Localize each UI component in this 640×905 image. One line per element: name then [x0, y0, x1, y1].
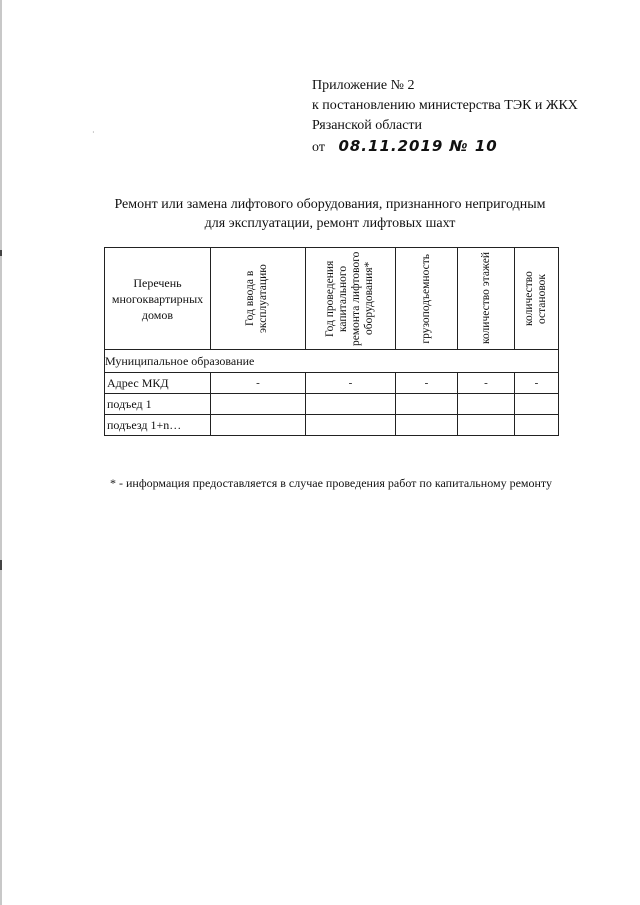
table-cell: - — [396, 373, 458, 394]
annex-date-line — [312, 136, 578, 158]
table-row — [105, 394, 559, 415]
table-cell — [458, 394, 515, 415]
municipality-row — [105, 350, 559, 373]
table-cell — [396, 415, 458, 436]
title-line-2: для эксплуатации, ремонт лифтовых шахт — [204, 216, 456, 231]
header-cell — [306, 248, 396, 350]
scan-mark — [0, 250, 2, 256]
table-cell: - — [306, 373, 396, 394]
scan-dot: · — [92, 128, 95, 137]
annex-region: Рязанской области — [312, 118, 423, 133]
table-cell — [211, 394, 306, 415]
header-floors: количество этажей — [479, 252, 492, 345]
table-cell — [515, 415, 559, 436]
page-left-edge — [0, 0, 2, 905]
header-capacity: грузоподъемность — [420, 253, 432, 344]
header-cell — [211, 248, 306, 350]
table-row — [105, 415, 559, 436]
header-houses: Перечень многоквартирных домов — [111, 275, 204, 322]
table-cell — [306, 394, 396, 415]
table-cell: - — [211, 373, 306, 394]
header-stops: количество остановок — [522, 271, 548, 326]
scan-mark — [0, 560, 2, 570]
annex-header — [312, 76, 578, 158]
row-label: подъед 1 — [105, 394, 211, 415]
elevator-table — [104, 247, 559, 436]
table-cell — [515, 394, 559, 415]
annex-number: Приложение № 2 — [312, 78, 415, 93]
municipality-cell: Муниципальное образование — [105, 350, 559, 373]
row-label: Адрес МКД — [105, 373, 211, 394]
document-title — [100, 195, 560, 233]
table-cell — [458, 415, 515, 436]
handwritten-date: 08.11.2019 № 10 — [338, 137, 498, 155]
header-year-commissioned: Год ввода в эксплуатацию — [244, 264, 269, 333]
table-cell: - — [458, 373, 515, 394]
table-row — [105, 373, 559, 394]
annex-decree: к постановлению министерства ТЭК и ЖКХ — [312, 98, 578, 113]
header-cell — [105, 248, 211, 350]
table-cell: - — [515, 373, 559, 394]
header-year-repair: Год проведения капитального ремонта лифтового оборудования* — [323, 251, 375, 346]
table-cell — [396, 394, 458, 415]
table-header-row — [105, 248, 559, 350]
table-cell — [306, 415, 396, 436]
table-cell — [211, 415, 306, 436]
title-line-1: Ремонт или замена лифтового оборудования, признанного непригодным — [114, 197, 546, 212]
row-label: подъезд 1+n… — [105, 415, 211, 436]
annex-date-prefix: от — [312, 140, 325, 155]
footnote: * - информация предоставляется в случае проведения работ по капитальному ремонту — [110, 476, 552, 490]
header-cell — [458, 248, 515, 350]
header-cell — [396, 248, 458, 350]
header-cell — [515, 248, 559, 350]
